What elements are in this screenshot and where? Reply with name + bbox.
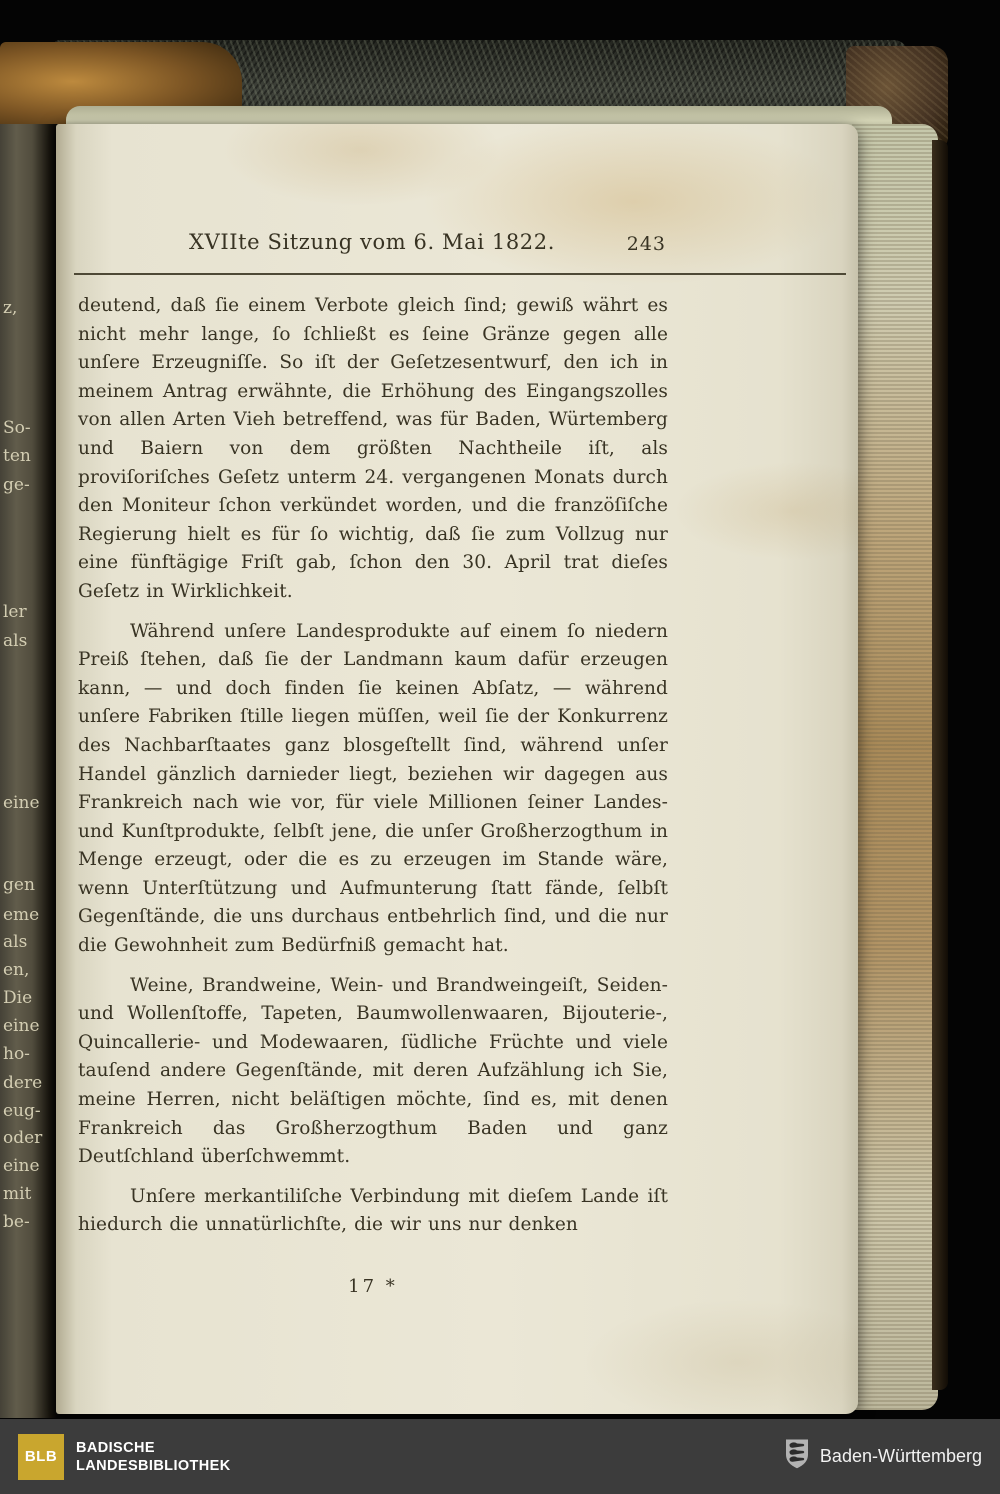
opposite-page-text-fragment: mit	[3, 1184, 32, 1204]
opposite-page-text-fragment: eine	[3, 1156, 40, 1176]
opposite-page-text-fragment: eine	[3, 793, 40, 813]
page-paragraph: Weine, Brandweine, Wein- und Brandweingeiſt, Seiden- und Wollenſtoffe, Tapeten, Baumwollenwaaren, Bijouterie-, Quincallerie- und Modewaaren, ſüdliche Früchte und viele tauſend andere Gegenſtände, mit deren Aufzählung ich Sie, meine Herren, nicht beläſtigen möchte, ſind es, mit denen Frankreich das Großherzogthum Baden und ganz Deutſchland überſchwemmt.	[78, 974, 668, 1168]
book-page	[56, 124, 858, 1414]
opposite-page-text-fragment: eug-	[3, 1101, 41, 1121]
book-cover-right-edge	[932, 140, 948, 1390]
page-stack-fore-edge	[852, 124, 938, 1410]
region-name: Baden-Württemberg	[819, 1446, 982, 1466]
opposite-page-text-fragment: ler	[3, 602, 27, 622]
page-number: 243	[626, 233, 666, 255]
page-paragraph: Während unſere Landesprodukte auf einem ſo niedern Preiß ſtehen, daß ſie der Landmann kaum dafür erzeugen kann, — und doch finden ſie keinen Abſatz, — während unſere Fabriken ſtille liegen müſſen, weil ſie der Konkurrenz des Nachbarſtaates ganz blosgeſtellt ſind, während unſer Handel gänzlich darnieder liegt, beziehen wir dagegen aus Frankreich nach wie vor, für viele Millionen ſeiner Landes- und Kunſtprodukte, ſelbſt jene, die unſer Großherzogthum in Menge erzeugt, oder die es zu erzeugen im Stande wäre, wenn Unterſtützung und Aufmunterung ſtatt fände, ſelbſt Gegenſtände, die uns durchaus entbehrlich ſind, und die nur die Gewohnheit zum Bedürfniß gemacht hat.	[78, 620, 668, 957]
opposite-page-text-fragment: be-	[3, 1212, 30, 1232]
page-paragraph: deutend, daß ſie einem Verbote gleich ſind; gewiß währt es nicht mehr lange, ſo ſchließt es ſeine Gränze gegen alle unſere Erzeugniſſe. So iſt der Geſetzesentwurf, den ich in meinem Antrag erwähnte, die Erhöhung des Eingangszolles von allen Arten Vieh betreffend, was für Baden, Würtemberg und Baiern von dem größten Nachtheile iſt, als proviſoriſches Geſetz unterm 24. vergangenen Monats durch den Moniteur ſchon verkündet worden, und die franzöſiſche Regierung hielt es für ſo wichtig, daß ſie zum Vollzug nur eine fünftägige Friſt gab, ſchon den 30. April trat dieſes Geſetz in Wirklichkeit.	[78, 295, 668, 602]
blb-logo: BLB	[18, 1434, 64, 1480]
opposite-page-text-fragment: dere	[3, 1073, 43, 1093]
opposite-page-text-fragment: ho-	[3, 1044, 30, 1064]
library-name	[76, 1439, 231, 1475]
page-text	[78, 292, 668, 1251]
opposite-page-text-fragment: als	[3, 932, 28, 952]
opposite-page-text-fragment: als	[3, 631, 28, 651]
opposite-page-text-fragment: eme	[3, 905, 40, 925]
opposite-page-text-fragment: eine	[3, 1016, 40, 1036]
baden-wuerttemberg-coat-of-arms-icon	[784, 1438, 810, 1475]
library-name-line1: BADISCHE	[76, 1439, 155, 1456]
opposite-page-text-fragment: ten	[3, 446, 31, 466]
opposite-page-text-fragment: en,	[3, 960, 30, 980]
page-header	[78, 230, 666, 254]
opposite-page-text-fragment: z,	[3, 298, 18, 318]
page-header-title: XVIIte Sitzung vom 6. Mai 1822.	[189, 230, 555, 254]
opposite-page-strip	[0, 124, 58, 1418]
library-name-line2: LANDESBIBLIOTHEK	[76, 1457, 231, 1474]
opposite-page-text-fragment: So-	[3, 418, 31, 438]
opposite-page-text-fragment: Die	[3, 988, 33, 1008]
header-rule	[74, 273, 846, 275]
sheet-signature: 17 *	[348, 1276, 398, 1297]
page-paragraph: Unſere merkantiliſche Verbindung mit dieſem Lande iſt hiedurch die unnatürlichſte, die wir uns nur denken	[78, 1185, 668, 1236]
viewer-footer	[0, 1419, 1000, 1494]
opposite-page-text-fragment: oder	[3, 1128, 43, 1148]
opposite-page-text-fragment: ge-	[3, 475, 30, 495]
opposite-page-text-fragment: gen	[3, 875, 35, 895]
